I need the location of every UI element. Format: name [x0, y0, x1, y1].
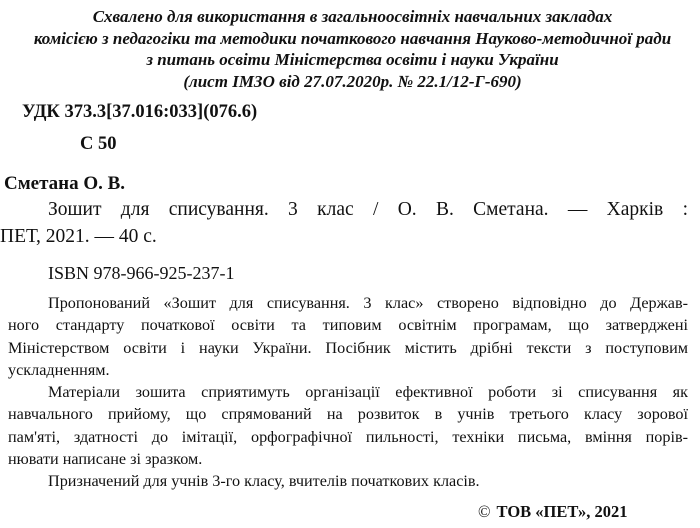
copyright-holder: ТОВ «ПЕТ», 2021: [496, 502, 628, 521]
copyright-notice: [478, 502, 627, 522]
copyright-icon: ©: [478, 502, 491, 521]
udk-code: УДК 373.3[37.016:033](076.6): [22, 102, 258, 122]
approval-line-1: Схвалено для використання в загальноосвітніх навчальних закладах: [92, 7, 613, 26]
biblio-line-1: Зошит для списування. 3 клас / О. В. Сметана. — Харків :: [48, 199, 688, 220]
approval-notice: [20, 6, 685, 92]
author-name: Сметана О. В.: [4, 173, 126, 194]
approval-line-2: комісією з педагогіки та методики початкового навчання Науково-методичної ради: [33, 28, 672, 48]
biblio-line-2: ПЕТ, 2021. — 40 с.: [0, 226, 157, 247]
annotation-line: Матеріали зошита сприятимуть організації ефективної роботи зі списування як: [48, 383, 688, 402]
annotation: [8, 292, 688, 493]
approval-line-3: з питань освіти Міністерства освіти і науки України: [146, 50, 559, 69]
annotation-line: Призначений для учнів 3-го класу, вчителів початкових класів.: [48, 472, 480, 491]
annotation-line: Міністерством освіти і науки України. Посібник містить дрібні тексти з поступовим: [8, 338, 688, 357]
annotation-line: пам'яті, здатності до імітації, орфографічної пильності, техніки письма, вміння порів-: [8, 427, 688, 446]
isbn: ISBN 978-966-925-237-1: [48, 263, 235, 283]
annotation-line: ного стандарту початкової освіти та типовим освітнім програмам, що затверджені: [8, 316, 688, 335]
author-mark: С 50: [80, 134, 117, 154]
annotation-line: ускладненням.: [8, 360, 110, 379]
annotation-line: нювати написане зі зразком.: [8, 450, 203, 469]
approval-line-4: (лист ІМЗО від 27.07.2020р. № 22.1/12-Г-690): [183, 71, 522, 91]
bibliographic-description: [0, 196, 688, 250]
annotation-line: навчального прийому, що спрямований на розвиток в учнів третього класу зорової: [8, 405, 688, 424]
annotation-line: Пропонований «Зошит для списування. 3 клас» створено відповідно до Держав-: [48, 294, 688, 312]
